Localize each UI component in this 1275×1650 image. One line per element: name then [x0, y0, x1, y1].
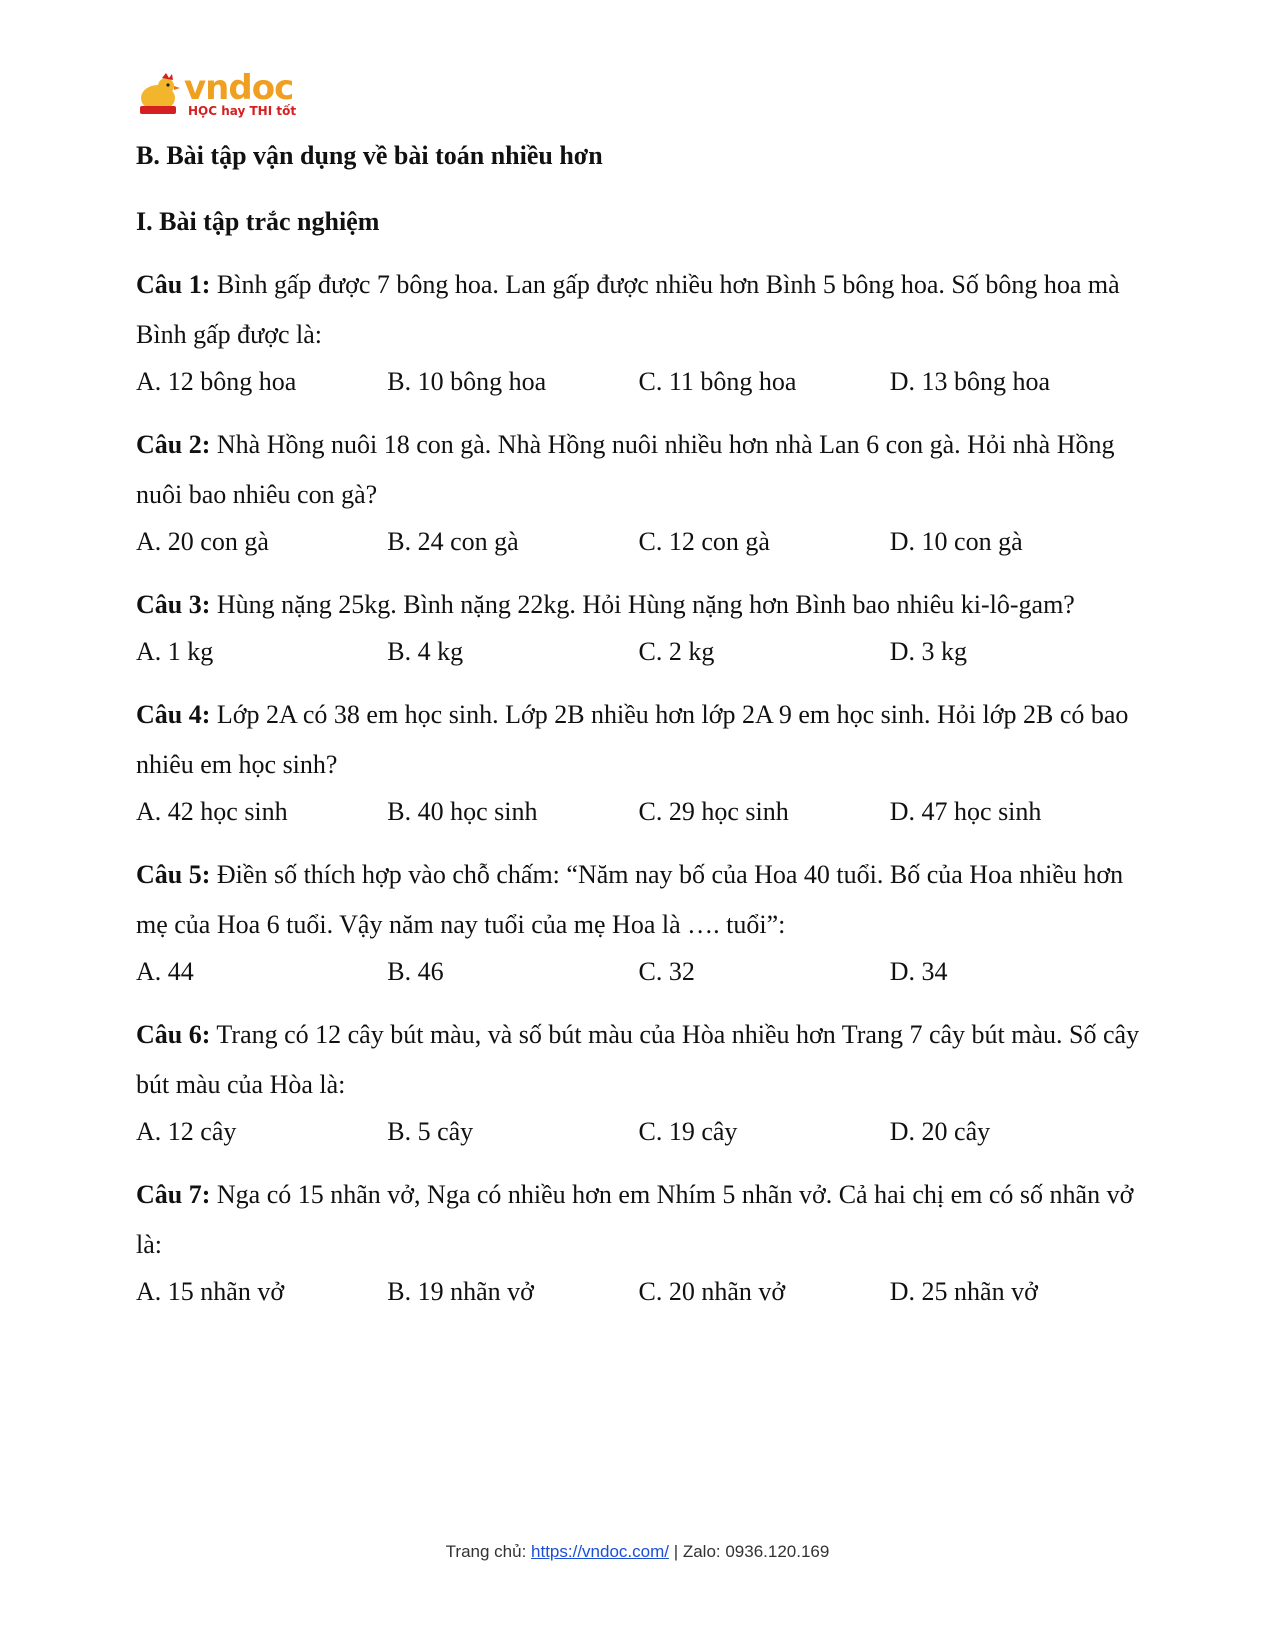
answer-option: A. 20 con gà [136, 527, 269, 556]
answer-option: B. 40 học sinh [387, 797, 538, 826]
vndoc-logo [136, 68, 296, 124]
answer-option: B. 24 con gà [387, 527, 519, 556]
answer-option: C. 11 bông hoa [638, 367, 797, 396]
question-stem: Nga có 15 nhãn vở, Nga có nhiều hơn em Nhím 5 nhãn vở. Cả hai chị em có số nhãn vở là: [136, 1180, 1134, 1259]
question-text [136, 580, 1141, 630]
question-list [136, 260, 1141, 1314]
question-stem: Điền số thích hợp vào chỗ chấm: “Năm nay bố của Hoa 40 tuổi. Bố của Hoa nhiều hơn mẹ của Hoa 6 tuổi. Vậy năm nay tuổi của mẹ Hoa là …. tuổi”: [136, 860, 1124, 939]
answer-option: B. 5 cây [387, 1117, 474, 1146]
answer-options [136, 360, 1141, 404]
question-block [136, 690, 1141, 834]
question-stem: Bình gấp được 7 bông hoa. Lan gấp được nhiều hơn Bình 5 bông hoa. Số bông hoa mà Bình gấp được là: [136, 270, 1120, 349]
answer-option: A. 44 [136, 957, 194, 986]
question-text [136, 1170, 1141, 1270]
question-text [136, 690, 1141, 790]
answer-options [136, 1110, 1141, 1154]
answer-options [136, 630, 1141, 674]
question-block [136, 420, 1141, 564]
question-label: Câu 5: [136, 860, 211, 889]
answer-option: D. 25 nhãn vở [889, 1277, 1038, 1306]
answer-option: B. 10 bông hoa [387, 367, 547, 396]
answer-option: D. 3 kg [889, 637, 968, 666]
logo-wordmark: vndoc [184, 68, 294, 108]
answer-option: A. 42 học sinh [136, 797, 288, 826]
question-block [136, 260, 1141, 404]
question-stem: Hùng nặng 25kg. Bình nặng 22kg. Hỏi Hùng nặng hơn Bình bao nhiêu ki-lô-gam? [210, 590, 1075, 619]
answer-option: B. 19 nhãn vở [387, 1277, 534, 1306]
footer-prefix: Trang chủ: [445, 1542, 532, 1561]
question-label: Câu 6: [136, 1020, 211, 1049]
question-label: Câu 4: [136, 700, 211, 729]
answer-option: D. 34 [889, 957, 948, 986]
question-label: Câu 3: [136, 590, 211, 619]
answer-option: C. 2 kg [638, 637, 715, 666]
question-block [136, 1170, 1141, 1314]
question-block [136, 1010, 1141, 1154]
question-text [136, 1010, 1141, 1110]
footer-zalo: | Zalo: 0936.120.169 [668, 1542, 830, 1561]
question-label: Câu 2: [136, 430, 211, 459]
question-stem: Trang có 12 cây bút màu, và số bút màu của Hòa nhiều hơn Trang 7 cây bút màu. Số cây bút màu của Hòa là: [136, 1020, 1140, 1099]
rooster-mascot-icon [136, 72, 182, 116]
section-heading-i: I. Bài tập trắc nghiệm [136, 207, 380, 236]
question-text [136, 260, 1141, 360]
answer-options [136, 950, 1141, 994]
answer-option: C. 12 con gà [638, 527, 770, 556]
answer-option: C. 29 học sinh [638, 797, 789, 826]
question-text [136, 420, 1141, 520]
logo-slogan: HỌC hay THI tốt [188, 104, 297, 118]
section-heading-b: B. Bài tập vận dụng về bài toán nhiều hơn [136, 141, 603, 170]
answer-option: D. 20 cây [889, 1117, 991, 1146]
answer-options [136, 1270, 1141, 1314]
document-body [136, 140, 1141, 1330]
answer-option: B. 46 [387, 957, 444, 986]
answer-option: A. 15 nhãn vở [136, 1277, 285, 1306]
question-label: Câu 7: [136, 1180, 211, 1209]
answer-option: D. 10 con gà [889, 527, 1023, 556]
page-footer [0, 1542, 1275, 1562]
answer-option: B. 4 kg [387, 637, 464, 666]
answer-option: A. 1 kg [136, 637, 214, 666]
answer-option: C. 32 [638, 957, 695, 986]
question-label: Câu 1: [136, 270, 211, 299]
question-stem: Nhà Hồng nuôi 18 con gà. Nhà Hồng nuôi nhiều hơn nhà Lan 6 con gà. Hỏi nhà Hồng nuôi bao nhiêu con gà? [136, 430, 1115, 509]
question-block [136, 580, 1141, 674]
footer-home-link[interactable]: https://vndoc.com/ [531, 1542, 669, 1561]
question-text [136, 850, 1141, 950]
answer-options [136, 520, 1141, 564]
answer-option: D. 13 bông hoa [889, 367, 1051, 396]
question-block [136, 850, 1141, 994]
answer-option: A. 12 bông hoa [136, 367, 297, 396]
answer-option: C. 19 cây [638, 1117, 738, 1146]
answer-option: A. 12 cây [136, 1117, 237, 1146]
answer-options [136, 790, 1141, 834]
question-stem: Lớp 2A có 38 em học sinh. Lớp 2B nhiều hơn lớp 2A 9 em học sinh. Hỏi lớp 2B có bao nhiêu em học sinh? [136, 700, 1129, 779]
answer-option: C. 20 nhãn vở [638, 1277, 786, 1306]
answer-option: D. 47 học sinh [889, 797, 1042, 826]
